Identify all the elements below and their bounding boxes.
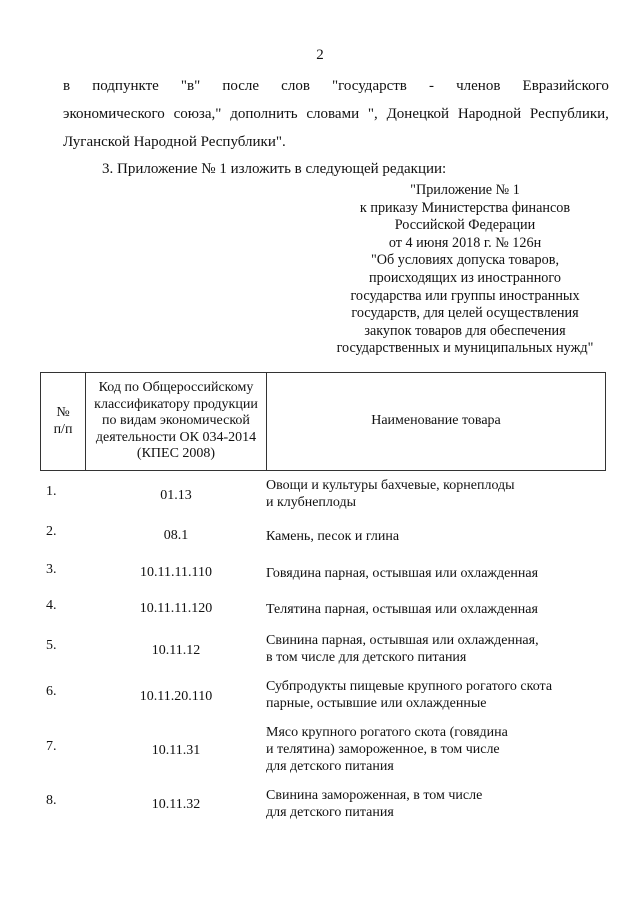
page-number: 2 xyxy=(316,47,324,63)
appendix-line: закупок товаров для обеспечения xyxy=(364,322,566,339)
row-number: 8. xyxy=(46,793,57,808)
header-text: классификатору продукции xyxy=(94,396,258,412)
row-name xyxy=(266,601,538,618)
row-name-line: и клубнеплоды xyxy=(266,495,357,510)
appendix-line: Российской Федерации xyxy=(394,217,536,234)
word: в xyxy=(63,78,71,94)
appendix-line: происходящих из иностранного xyxy=(369,269,561,286)
row-name xyxy=(266,565,538,582)
row-code: 10.11.20.110 xyxy=(139,689,213,704)
header-number-column xyxy=(40,372,86,471)
row-name xyxy=(266,528,399,545)
row-name-line: и телятина) замороженное, в том числе xyxy=(266,742,500,757)
word: членов xyxy=(456,78,501,94)
appendix-line: от 4 июня 2018 г. № 126н xyxy=(388,234,542,251)
row-number: 2. xyxy=(46,524,57,539)
header-text: п/п xyxy=(53,421,73,437)
row-number: 7. xyxy=(46,739,57,754)
row-name-line: парные, остывшие или охлажденные xyxy=(266,696,487,711)
word: Народной xyxy=(457,106,522,122)
row-name-line: для детского питания xyxy=(266,759,394,774)
header-text: Наименование товара xyxy=(371,413,501,429)
row-name xyxy=(266,678,552,712)
row-name xyxy=(266,724,508,775)
row-code: 10.11.32 xyxy=(151,797,201,812)
row-name xyxy=(266,632,539,666)
word: слов xyxy=(281,78,310,94)
word: "в" xyxy=(180,78,201,94)
row-name-line: Говядина парная, остывшая или охлажденная xyxy=(266,566,539,581)
header-text: № xyxy=(56,405,70,420)
row-number: 6. xyxy=(46,684,57,699)
word: Республики, xyxy=(529,106,609,122)
header-code-column xyxy=(85,372,267,471)
row-name xyxy=(266,787,482,821)
word: словами xyxy=(306,106,360,122)
word: - xyxy=(429,78,435,94)
word: Донецкой xyxy=(386,106,450,122)
row-name-line: Телятина парная, остывшая или охлажденная xyxy=(266,602,538,617)
row-code: 08.1 xyxy=(163,528,189,543)
row-name-line: для детского питания xyxy=(266,805,394,820)
appendix-line: "Об условиях допуска товаров, xyxy=(371,252,559,269)
row-name-line: Камень, песок и глина xyxy=(266,529,400,544)
appendix-line: к приказу Министерства финансов xyxy=(359,199,571,216)
appendix-line: государства или группы иностранных xyxy=(350,287,580,304)
appendix-line: государственных и муниципальных нужд" xyxy=(336,340,594,357)
row-code: 10.11.11.120 xyxy=(139,601,213,616)
appendix-line: государств, для целей осуществления xyxy=(351,305,579,322)
row-name-line: Овощи и культуры бахчевые, корнеплоды xyxy=(266,478,515,493)
row-name-line: Свинина парная, остывшая или охлажденная, xyxy=(266,633,539,648)
word: ", xyxy=(367,106,378,122)
word: союза," xyxy=(173,106,222,122)
paragraph-line-1 xyxy=(63,76,609,96)
row-code: 10.11.12 xyxy=(151,643,201,658)
row-name-line: Субпродукты пищевые крупного рогатого скота xyxy=(266,679,553,694)
word: подпункте xyxy=(92,78,159,94)
row-name-line: в том числе для детского питания xyxy=(266,650,467,665)
header-text: (КПЕС 2008) xyxy=(136,446,216,462)
row-code: 10.11.11.110 xyxy=(140,565,212,580)
row-number: 5. xyxy=(46,638,57,653)
header-text: Код по Общероссийскому xyxy=(98,380,254,396)
row-name-line: Свинина замороженная, в том числе xyxy=(266,788,483,803)
word: дополнить xyxy=(230,106,298,122)
header-text: деятельности ОК 034-2014 xyxy=(95,429,257,445)
row-number: 4. xyxy=(46,598,57,613)
appendix-header xyxy=(320,182,610,358)
header-name-column xyxy=(266,372,606,471)
row-number: 1. xyxy=(46,484,57,499)
row-name xyxy=(266,477,515,511)
appendix-line: "Приложение № 1 xyxy=(410,182,520,198)
word: после xyxy=(222,78,260,94)
word: экономического xyxy=(63,106,165,122)
item-3-text: 3. Приложение № 1 изложить в следующей редакции: xyxy=(102,161,447,177)
row-code: 10.11.31 xyxy=(151,743,201,758)
paragraph-line-2 xyxy=(63,104,609,124)
row-name-line: Мясо крупного рогатого скота (говядина xyxy=(266,725,508,740)
paragraph-line-3: Луганской Народной Республики". xyxy=(63,134,286,150)
header-text: по видам экономической xyxy=(102,413,250,429)
row-code: 01.13 xyxy=(160,488,192,503)
word: Евразийского xyxy=(522,78,609,94)
word: "государств xyxy=(332,78,407,94)
row-number: 3. xyxy=(46,562,57,577)
